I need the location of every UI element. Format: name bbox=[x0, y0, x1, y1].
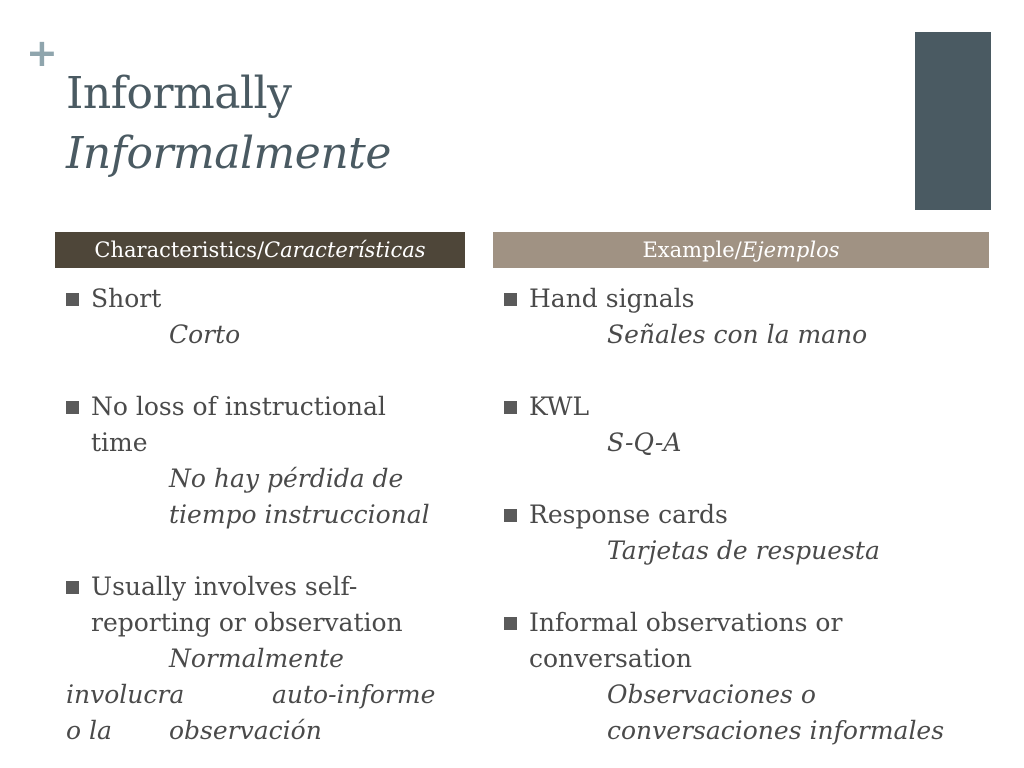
list-item bbox=[66, 281, 466, 317]
item-text-en: conversation bbox=[529, 644, 692, 673]
item-text-es: Señales con la mano bbox=[607, 320, 868, 349]
item-text-en: KWL bbox=[529, 392, 590, 421]
plus-icon: + bbox=[26, 31, 58, 75]
bullet-square-icon bbox=[504, 401, 517, 414]
examples-list bbox=[504, 281, 984, 749]
bullet-square-icon bbox=[66, 581, 79, 594]
item-text-es: S-Q-A bbox=[607, 428, 682, 457]
slide-title bbox=[66, 64, 391, 184]
characteristics-header-en: Characteristics/ bbox=[94, 238, 265, 262]
item-text-en: time bbox=[91, 428, 148, 457]
list-item bbox=[66, 389, 466, 425]
decorative-corner-block bbox=[915, 32, 991, 210]
item-text-es: conversaciones informales bbox=[607, 716, 945, 745]
characteristics-list bbox=[66, 281, 466, 749]
characteristics-header bbox=[55, 232, 465, 268]
item-text-en: Response cards bbox=[529, 500, 728, 529]
item-text-en: Short bbox=[91, 284, 162, 313]
bullet-square-icon bbox=[504, 509, 517, 522]
item-text-es: Corto bbox=[169, 320, 241, 349]
list-item bbox=[66, 569, 466, 605]
item-text-en: No loss of instructional bbox=[91, 392, 386, 421]
item-text-en: Usually involves self- bbox=[91, 572, 358, 601]
item-text-es: No hay pérdida de bbox=[169, 464, 404, 493]
item-text-es: Normalmente bbox=[169, 644, 344, 673]
item-text-en: reporting or observation bbox=[91, 608, 403, 637]
title-english: Informally bbox=[66, 68, 292, 119]
list-item bbox=[504, 497, 984, 533]
item-text-es: o la bbox=[66, 716, 112, 745]
item-text-es: Tarjetas de respuesta bbox=[607, 536, 880, 565]
bullet-square-icon bbox=[66, 401, 79, 414]
item-text-en: Informal observations or bbox=[529, 608, 843, 637]
item-text-es: observación bbox=[169, 716, 322, 745]
list-item bbox=[504, 605, 984, 641]
bullet-square-icon bbox=[66, 293, 79, 306]
list-item bbox=[504, 281, 984, 317]
item-text-en: Hand signals bbox=[529, 284, 695, 313]
item-text-es: auto-informe bbox=[272, 680, 436, 709]
examples-header bbox=[493, 232, 989, 268]
examples-header-es: Ejemplos bbox=[741, 238, 840, 262]
title-spanish: Informalmente bbox=[66, 128, 391, 179]
bullet-square-icon bbox=[504, 293, 517, 306]
item-text-es: tiempo instruccional bbox=[169, 500, 430, 529]
item-text-es: involucra bbox=[66, 680, 185, 709]
bullet-square-icon bbox=[504, 617, 517, 630]
characteristics-header-es: Características bbox=[264, 238, 426, 262]
item-text-es: Observaciones o bbox=[607, 680, 816, 709]
list-item bbox=[504, 389, 984, 425]
examples-header-en: Example/ bbox=[642, 238, 742, 262]
